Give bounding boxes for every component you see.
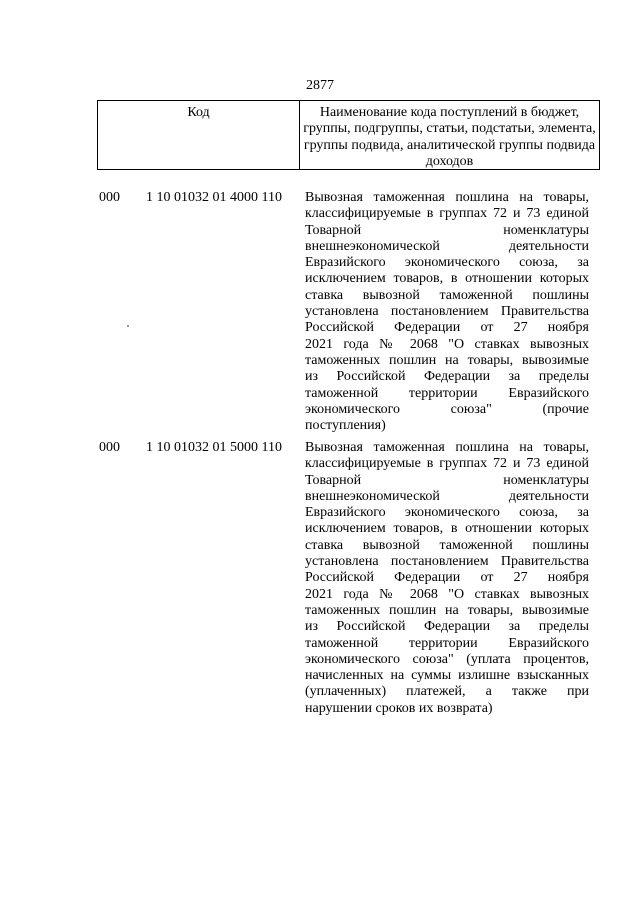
row-admin-code: 000 <box>99 190 120 205</box>
row-revenue-code: 1 10 01032 01 5000 110 <box>146 440 282 455</box>
description-line: исключением товаров, в отношении которых <box>305 271 589 287</box>
description-line: экономического союза" (уплата процентов, <box>305 651 589 667</box>
description-line: 2021 года № 2068 "О ставках вывозных <box>305 586 589 602</box>
description-line: ставка вывозной таможенной пошлины <box>305 537 589 553</box>
description-line: внешнеэкономической деятельности <box>305 238 589 254</box>
description-line: Вывозная таможенная пошлина на товары, <box>305 440 589 455</box>
description-line: из Российской Федерации за пределы <box>305 369 589 385</box>
row-admin-code: 000 <box>99 440 120 455</box>
description-line: начисленных на суммы излишне взысканных <box>305 668 589 684</box>
description-line: Российской Федерации от 27 ноября <box>305 570 589 586</box>
description-line: таможенных пошлин на товары, вывозимые <box>305 352 589 368</box>
description-line: Российской Федерации от 27 ноября <box>305 320 589 336</box>
description-line: ставка вывозной таможенной пошлины <box>305 287 589 303</box>
page-number: 2877 <box>306 78 334 93</box>
description-line: Вывозная таможенная пошлина на товары, <box>305 190 589 205</box>
row-description <box>305 440 589 717</box>
description-line: таможенной территории Евразийского <box>305 385 589 401</box>
description-line: 2021 года № 2068 "О ставках вывозных <box>305 336 589 352</box>
description-line: исключением товаров, в отношении которых <box>305 521 589 537</box>
scan-speck <box>127 325 129 327</box>
description-line: внешнеэкономической деятельности <box>305 488 589 504</box>
description-line: таможенной территории Евразийского <box>305 635 589 651</box>
description-line: установлена постановлением Правительства <box>305 304 589 320</box>
column-header-code: Код <box>187 105 210 120</box>
row-description <box>305 190 589 434</box>
description-line: экономического союза" (прочие <box>305 401 589 417</box>
row-revenue-code: 1 10 01032 01 4000 110 <box>146 190 282 205</box>
description-line: Товарной номенклатуры <box>305 472 589 488</box>
table-header <box>97 100 600 170</box>
description-line: классифицируемые в группах 72 и 73 единой <box>305 206 589 222</box>
description-line: (уплаченных) платежей, а также при <box>305 684 589 700</box>
description-line: Товарной номенклатуры <box>305 222 589 238</box>
description-line: таможенных пошлин на товары, вывозимые <box>305 602 589 618</box>
description-line: Евразийского экономического союза, за <box>305 255 589 271</box>
column-header-name: Наименование кода поступлений в бюджет, группы, подгруппы, статьи, подстатьи, элемента, группы подвида, аналитической группы подвида доходов <box>303 105 596 170</box>
description-line: классифицируемые в группах 72 и 73 единой <box>305 456 589 472</box>
column-divider <box>299 101 300 169</box>
description-line: поступления) <box>305 418 386 434</box>
description-line: из Российской Федерации за пределы <box>305 619 589 635</box>
description-line: нарушении сроков их возврата) <box>305 700 493 716</box>
description-line: установлена постановлением Правительства <box>305 554 589 570</box>
description-line: Евразийского экономического союза, за <box>305 505 589 521</box>
